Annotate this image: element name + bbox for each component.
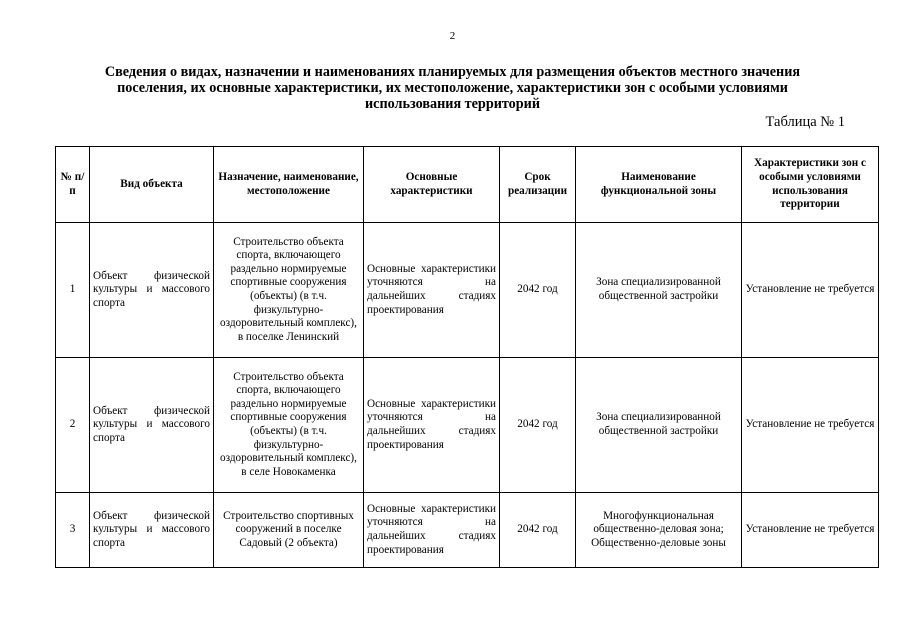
objects-table — [55, 146, 879, 568]
cell-main-characteristics: Основные характеристики уточняются на дальнейших стадиях проектирования — [364, 493, 500, 568]
cell-period: 2042 год — [500, 493, 576, 568]
cell-functional-zone: Зона специализированной общественной застройки — [576, 358, 742, 493]
cell-number: 3 — [56, 493, 90, 568]
cell-number: 1 — [56, 223, 90, 358]
cell-main-characteristics: Основные характеристики уточняются на дальнейших стадиях проектирования — [364, 223, 500, 358]
cell-special-zone-characteristics: Установление не требуется — [742, 223, 879, 358]
header-functional-zone: Наименование функциональной зоны — [576, 147, 742, 223]
table-row — [56, 493, 879, 568]
page-number: 2 — [449, 30, 456, 42]
header-period: Срок реализации — [500, 147, 576, 223]
cell-purpose: Строительство объекта спорта, включающего раздельно нормируемые спортивные сооружения (объекты) (в т.ч. физкультурно-оздоровительный комплекс), в селе Новокаменка — [214, 358, 364, 493]
cell-functional-zone: Зона специализированной общественной застройки — [576, 223, 742, 358]
cell-period: 2042 год — [500, 358, 576, 493]
cell-object-type: Объект физической культуры и массового спорта — [90, 223, 214, 358]
cell-object-type: Объект физической культуры и массового спорта — [90, 493, 214, 568]
cell-purpose: Строительство объекта спорта, включающего раздельно нормируемые спортивные сооружения (объекты) (в т.ч. физкультурно-оздоровительный комплекс), в поселке Ленинский — [214, 223, 364, 358]
cell-special-zone-characteristics: Установление не требуется — [742, 493, 879, 568]
header-number: № п/п — [56, 147, 90, 223]
cell-purpose: Строительство спортивных сооружений в поселке Садовый (2 объекта) — [214, 493, 364, 568]
header-purpose: Назначение, наименование, местоположение — [214, 147, 364, 223]
header-special-zone-characteristics: Характеристики зон с особыми условиями использования территории — [742, 147, 879, 223]
table-row — [56, 223, 879, 358]
table-row — [56, 358, 879, 493]
document-title: Сведения о видах, назначении и наименованиях планируемых для размещения объектов местного значения поселения, их основные характеристики, их местоположение, характеристики зон с особыми условиями использования территорий — [104, 64, 801, 112]
cell-special-zone-characteristics: Установление не требуется — [742, 358, 879, 493]
header-main-characteristics: Основные характеристики — [364, 147, 500, 223]
cell-number: 2 — [56, 358, 90, 493]
table-header-row — [56, 147, 879, 223]
cell-object-type: Объект физической культуры и массового спорта — [90, 358, 214, 493]
cell-main-characteristics: Основные характеристики уточняются на дальнейших стадиях проектирования — [364, 358, 500, 493]
cell-period: 2042 год — [500, 223, 576, 358]
table-label: Таблица № 1 — [765, 114, 845, 130]
cell-functional-zone: Многофункциональная общественно-деловая зона; Общественно-деловые зоны — [576, 493, 742, 568]
header-object-type: Вид объекта — [90, 147, 214, 223]
